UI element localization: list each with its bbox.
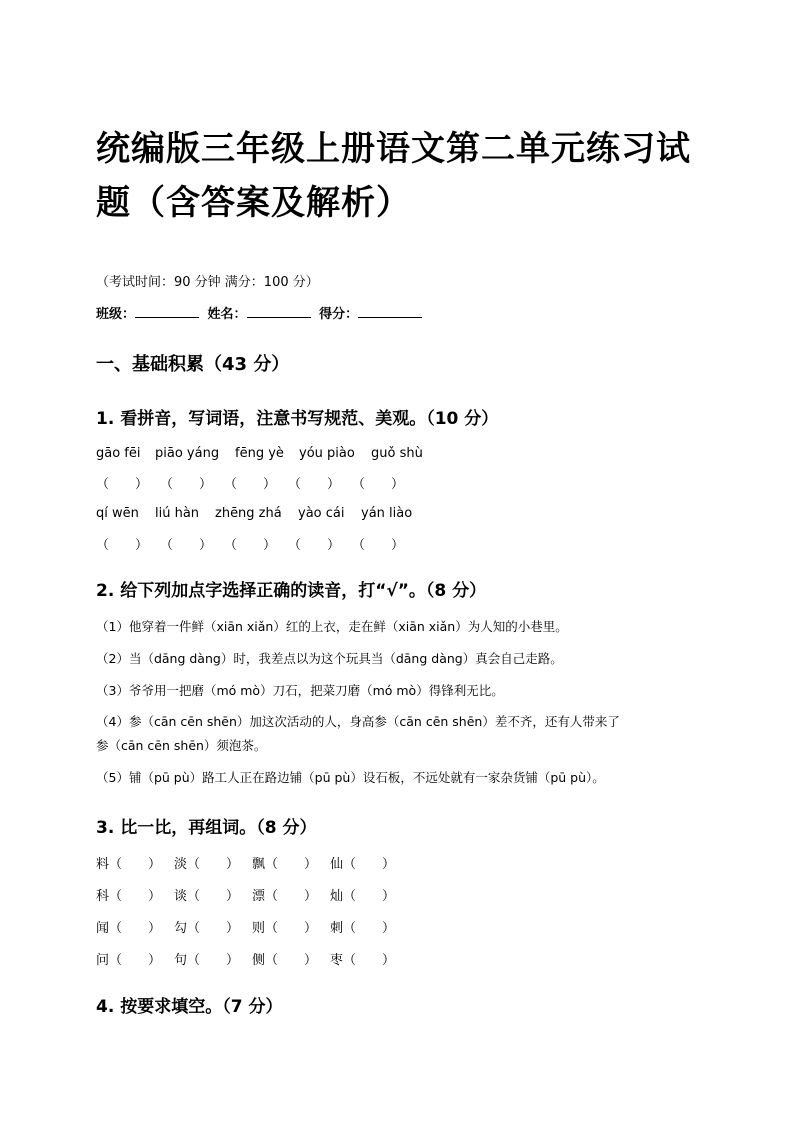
q2-item-5: （5）铺（pū pù）路工人正在路边铺（pū pù）设石板，不远处就有一家杂货铺（pū pù）。 <box>96 770 605 785</box>
pinyin-item: guǒ shù <box>371 446 423 461</box>
class-blank[interactable] <box>135 305 199 318</box>
word-blank[interactable]: 料（ ） <box>96 857 162 872</box>
answer-blank[interactable]: （ ） <box>96 477 149 492</box>
word-blank[interactable]: 谈（ ） <box>174 889 240 904</box>
q2-item-3: （3）爷爷用一把磨（mó mò）刀石，把菜刀磨（mó mò）得锋利无比。 <box>96 683 504 698</box>
word-blank[interactable]: 科（ ） <box>96 889 162 904</box>
word-blank[interactable]: 仙（ ） <box>330 857 396 872</box>
answer-blank-row-2 <box>96 534 404 553</box>
question-4-heading: 4. 按要求填空。（7 分） <box>96 997 283 1017</box>
q2-item-1: （1）他穿着一件鲜（xiān xiǎn）红的上衣，走在鲜（xiān xiǎn）为人知的小巷里。 <box>96 619 568 634</box>
info-fields <box>96 303 422 322</box>
answer-blank[interactable]: （ ） <box>160 538 213 553</box>
answer-blank[interactable]: （ ） <box>352 477 405 492</box>
pinyin-item: gāo fēi <box>96 446 141 461</box>
word-blank[interactable]: 灿（ ） <box>330 889 396 904</box>
word-blank[interactable]: 句（ ） <box>174 953 240 968</box>
pinyin-row-1 <box>96 446 423 461</box>
answer-blank[interactable]: （ ） <box>288 538 341 553</box>
word-blank[interactable]: 则（ ） <box>252 921 318 936</box>
pinyin-item: liú hàn <box>155 506 200 521</box>
pinyin-item: yào cái <box>298 506 345 521</box>
word-blank[interactable]: 勾（ ） <box>174 921 240 936</box>
q2-item-4-continued: 参（cān cēn shēn）须泡茶。 <box>96 738 267 753</box>
word-row-4 <box>96 949 408 968</box>
question-2-heading: 2. 给下列加点字选择正确的读音，打“√”。（8 分） <box>96 581 487 601</box>
score-blank[interactable] <box>358 305 422 318</box>
document-title <box>96 122 716 230</box>
name-label: 姓名： <box>207 307 247 322</box>
class-label: 班级： <box>96 307 136 322</box>
q2-item-2: （2）当（dāng dàng）时，我差点以为这个玩具当（dāng dàng）真会自己走路。 <box>96 651 563 666</box>
title-line-1: 统编版三年级上册语文第二单元练习试 <box>96 129 691 169</box>
question-1-heading: 1. 看拼音，写词语，注意书写规范、美观。（10 分） <box>96 409 499 429</box>
answer-blank-row-1 <box>96 473 404 492</box>
pinyin-item: yán liào <box>361 506 413 521</box>
word-blank[interactable]: 漂（ ） <box>252 889 318 904</box>
section-heading: 一、基础积累（43 分） <box>96 354 290 375</box>
exam-info: （考试时间：90 分钟 满分：100 分） <box>96 275 319 290</box>
answer-blank[interactable]: （ ） <box>160 477 213 492</box>
q2-item-4: （4）参（cān cēn shēn）加这次活动的人，身高参（cān cēn shēn）差不齐，还有人带来了 <box>96 714 620 729</box>
word-blank[interactable]: 淡（ ） <box>174 857 240 872</box>
name-blank[interactable] <box>247 305 311 318</box>
answer-blank[interactable]: （ ） <box>288 477 341 492</box>
word-row-1 <box>96 853 408 872</box>
pinyin-item: piāo yáng <box>155 446 220 461</box>
answer-blank[interactable]: （ ） <box>224 538 277 553</box>
pinyin-item: qí wēn <box>96 506 139 521</box>
score-label: 得分： <box>319 307 359 322</box>
word-blank[interactable]: 闻（ ） <box>96 921 162 936</box>
word-blank[interactable]: 侧（ ） <box>252 953 318 968</box>
word-blank[interactable]: 飘（ ） <box>252 857 318 872</box>
title-line-2: 题（含答案及解析） <box>96 183 411 223</box>
word-blank[interactable]: 刺（ ） <box>330 921 396 936</box>
word-blank[interactable]: 问（ ） <box>96 953 162 968</box>
pinyin-item: zhēng zhá <box>215 506 282 521</box>
pinyin-item: fēng yè <box>235 446 284 461</box>
pinyin-item: yóu piào <box>299 446 355 461</box>
word-row-3 <box>96 917 408 936</box>
answer-blank[interactable]: （ ） <box>352 538 405 553</box>
word-blank[interactable]: 枣（ ） <box>330 953 396 968</box>
word-row-2 <box>96 885 408 904</box>
question-3-heading: 3. 比一比，再组词。（8 分） <box>96 818 317 838</box>
pinyin-row-2 <box>96 506 412 521</box>
answer-blank[interactable]: （ ） <box>224 477 277 492</box>
answer-blank[interactable]: （ ） <box>96 538 149 553</box>
